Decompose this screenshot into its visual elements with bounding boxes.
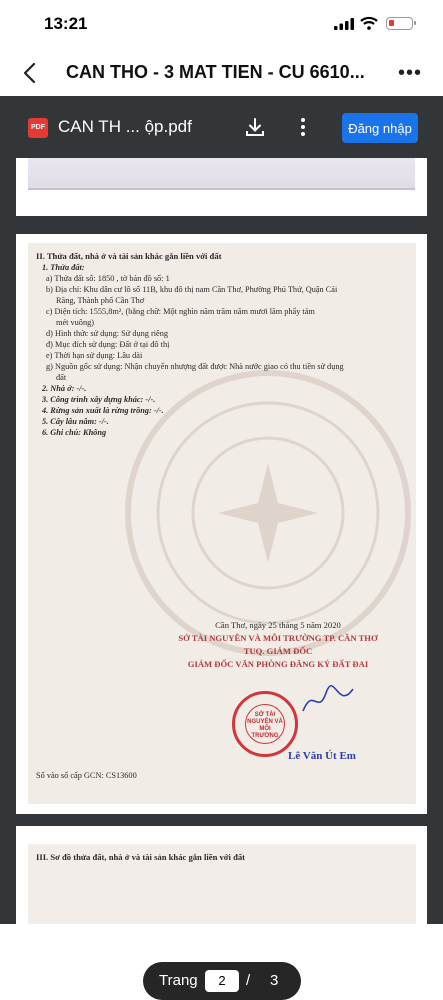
scanned-image (28, 158, 415, 190)
field-address-cont: Răng, Thành phố Cần Thơ (56, 296, 145, 305)
pdf-page-1 (16, 158, 427, 216)
battery-icon (386, 17, 413, 30)
office-name: SỞ TÀI NGUYÊN VÀ MÔI TRƯỜNG TP. CẦN THƠ (178, 633, 378, 643)
cellular-signal-icon (334, 18, 354, 30)
handwritten-signature (298, 681, 358, 721)
field-usage-purpose: đ) Mục đích sử dụng: Đất ở tại đô thị (46, 340, 170, 349)
page3-title: III. Sơ đồ thửa đất, nhà ở và tài sản khác gắn liền với đất (36, 852, 246, 862)
seal-text: SỞ TÀI NGUYÊN VÀ MÔI TRƯỜNG (245, 704, 285, 744)
heading-notes: 6. Ghi chú: Không (42, 428, 107, 437)
field-plot-number: a) Thửa đất số: 1850 , tờ bản đồ số: 1 (46, 274, 170, 283)
pdf-page-2 (16, 234, 427, 814)
heading-house: 2. Nhà ở: -/-. (42, 384, 87, 393)
page-title: CAN THO - 3 MAT TIEN - CU 6610... (66, 62, 365, 82)
field-area: c) Diện tích: 1555,8m², (bằng chữ: Một nghìn năm trăm năm mươi lăm phẩy tám (46, 307, 315, 316)
page-indicator (143, 962, 301, 1000)
page3-text (36, 852, 412, 863)
section-title: II. Thửa đất, nhà ở và tài sản khác gắn liền với đất (36, 251, 222, 261)
back-arrow-icon[interactable] (18, 60, 44, 86)
field-address: b) Địa chỉ: Khu dân cư lô số 11B, khu đô thị nam Cần Thơ, Phường Phú Thứ, Quận Cái (46, 285, 338, 294)
total-pages: 3 (270, 972, 279, 989)
pdf-file-name: CAN TH ... ộp.pdf (58, 117, 192, 136)
place-date: Cần Thơ, ngày 25 tháng 5 năm 2020 (215, 620, 341, 630)
wifi-icon (360, 16, 378, 30)
certificate-text (36, 251, 412, 438)
kebab-menu-icon[interactable] (298, 116, 308, 138)
field-area-cont: mét vuông) (56, 318, 95, 327)
pdf-file-icon: PDF (28, 118, 48, 138)
status-time: 13:21 (44, 14, 88, 33)
more-options-icon[interactable]: ••• (398, 62, 423, 84)
pdf-toolbar (0, 96, 443, 158)
field-usage-term: e) Thời hạn sử dụng: Lâu dài (46, 351, 143, 360)
signer-name: Lê Văn Út Em (288, 750, 356, 762)
heading-perennial: 5. Cây lâu năm: -/-. (42, 417, 109, 426)
field-usage-form: d) Hình thức sử dụng: Sử dụng riêng (46, 329, 169, 338)
field-origin: g) Nguồn gốc sử dụng: Nhận chuyển nhượng đất được Nhà nước giao có thu tiền sử dụng (46, 362, 344, 371)
download-icon[interactable] (244, 116, 266, 138)
scanned-certificate-page (28, 243, 416, 804)
heading-land-plot: 1. Thửa đất: (42, 263, 85, 272)
status-bar (0, 0, 443, 50)
field-origin-cont: đất (56, 373, 67, 382)
office-director: GIÁM ĐỐC VĂN PHÒNG ĐĂNG KÝ ĐẤT ĐAI (187, 659, 369, 669)
current-page-input[interactable]: 2 (205, 970, 239, 992)
page-label: Trang (159, 972, 198, 989)
pdf-viewer[interactable] (0, 96, 443, 989)
bottom-safe-area (0, 924, 443, 960)
office-proxy: TUQ. GIÁM ĐỐC (243, 646, 313, 656)
red-seal-stamp (232, 691, 298, 757)
signature-block (158, 619, 398, 671)
page-separator: / (246, 972, 251, 989)
heading-forest: 4. Rừng sản xuất là rừng trồng: -/-. (42, 406, 164, 415)
registry-serial: Số vào sổ cấp GCN: CS13600 (36, 771, 137, 780)
login-button[interactable]: Đăng nhập (342, 113, 418, 143)
heading-other-works: 3. Công trình xây dựng khác: -/-. (42, 395, 156, 404)
nav-bar (0, 50, 443, 96)
